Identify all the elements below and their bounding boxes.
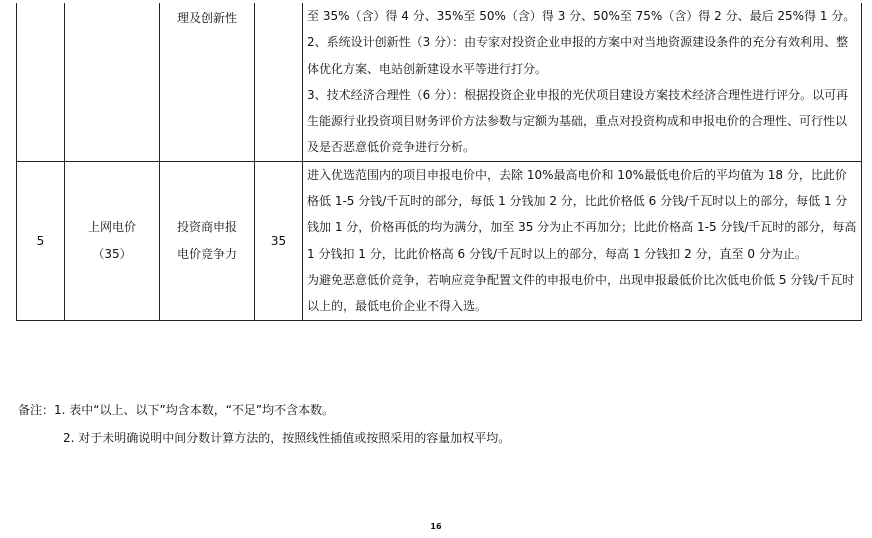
sub-item-cell: 理及创新性 <box>160 3 255 161</box>
sub-item-line: 投资商申报 <box>176 220 237 235</box>
notes <box>18 396 510 452</box>
criteria-paragraph: 2、系统设计创新性（3 分）：由专家对投资企业申报的方案中对当地资源建设条件的充分有效利用、整体优化方案、电站创新建设水平等进行打分。 <box>307 35 849 76</box>
table-row <box>17 161 862 320</box>
item-name: 上网电价 <box>87 220 136 235</box>
item-score: （35） <box>92 246 132 261</box>
scoring-table <box>16 3 862 321</box>
sub-item-cell <box>160 161 255 320</box>
criteria-cell <box>303 161 862 320</box>
criteria-paragraph: 进入优选范围内的项目申报电价中，去除 10%最高电价和 10%最低电价后的平均值为 18 分，比此价格低 1-5 分钱/千瓦时的部分，每低 1 分钱加 2 分，比此价格低 6 分钱/千瓦时以上的部分，每低 1 分钱加 1 分，价格再低的均为满分，加至 35 分为止不再加分；比此价格高 1-5 分钱/千瓦时的部分，每高 1 分钱扣 1 分，比此价格高 6 分钱/千瓦时以上的部分，每高 1 分钱扣 2 分，直至 0 分为止。 <box>307 167 857 261</box>
sub-item-line: 电价竞争力 <box>176 246 237 261</box>
row-number-cell <box>17 3 65 161</box>
note-line: 备注：1. 表中“以上、以下”均含本数，“不足”均不含本数。 <box>18 403 335 417</box>
row-number-cell: 5 <box>17 161 65 320</box>
criteria-paragraph: 至 35%（含）得 4 分、35%至 50%（含）得 3 分、50%至 75%（含）得 2 分、最后 25%得 1 分。 <box>307 9 856 23</box>
page-number: 16 <box>430 522 442 531</box>
item-cell <box>65 161 160 320</box>
score-cell <box>255 3 303 161</box>
score-cell: 35 <box>255 161 303 320</box>
item-cell <box>65 3 160 161</box>
table-row <box>17 3 862 161</box>
criteria-cell <box>303 3 862 161</box>
note-line: 2. 对于未明确说明中间分数计算方法的，按照线性插值或按照采用的容量加权平均。 <box>63 431 511 445</box>
criteria-paragraph: 3、技术经济合理性（6 分）：根据投资企业申报的光伏项目建设方案技术经济合理性进行评分。以可再生能源行业投资项目财务评价方法参数与定额为基础，重点对投资构成和申报电价的合理性、可行性以及是否恶意低价竞争进行分析。 <box>307 87 849 155</box>
criteria-paragraph: 为避免恶意低价竞争，若响应竞争配置文件的申报电价中，出现申报最低价比次低电价低 5 分钱/千瓦时以上的，最低电价企业不得入选。 <box>307 272 855 314</box>
